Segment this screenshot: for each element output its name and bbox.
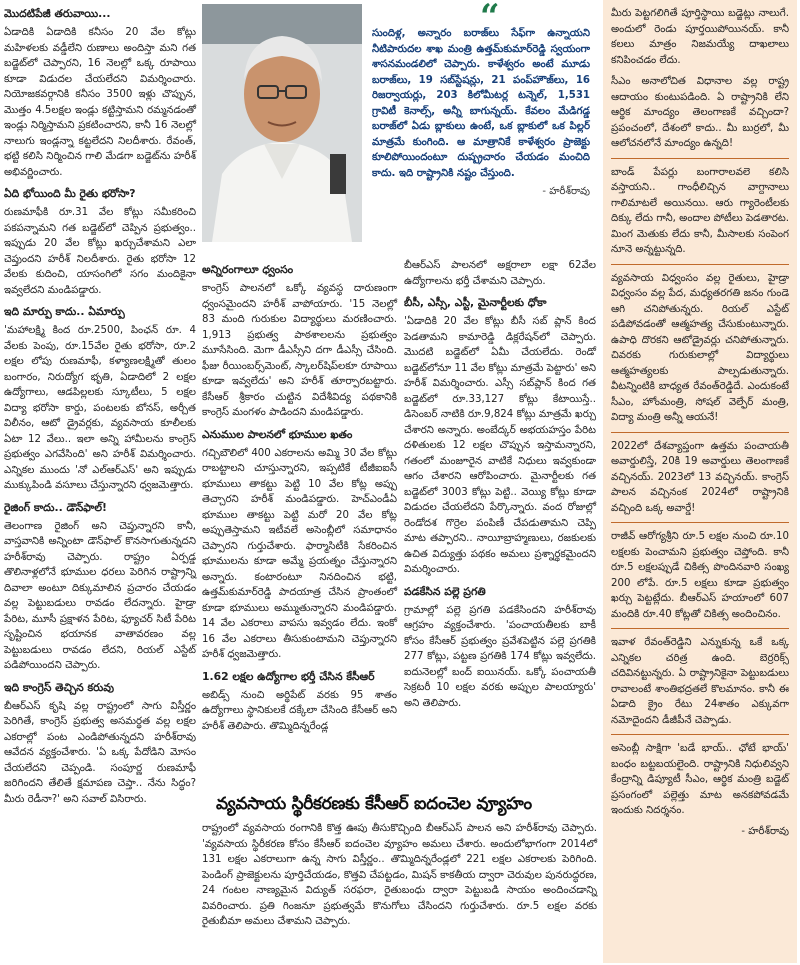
paragraph: 'మహాలక్ష్మి కింద రూ.2500, పింఛన్ రూ. 4 వేలకు పెంపు, రూ.15వేల రైతు భరోసా, రూ.2 లక్షల లోపు రుణమాఫీ, కళ్యాణలక్ష్మితో తులం బంగారం, నిరుద్యోగ భృతి, ఏడాదిలో 2 లక్షల ఉద్యోగాలు, ఆడపిల్లలకు స్కూటీలు, 5 లక్షల విద్యా భరోసా కార్డు, పంటలకు బోనస్, అర్చీత విలీనం, ఆటో డ్రైవర్లకు, వ్యవసాయ కూలీలకు ఏటా 12 వేలు.. ఇలా అన్ని హామీలను కాంగ్రెస్ ప్రభుత్వం ఎగవేసింది' అని హరీశ్ విమర్శించారు. ఎన్నికల ముందు 'నో ఎల్‌ఆర్‌ఎస్' అని ఇప్పుడు ముక్కుపిండి వసూలు చేస్తున్నారని ధ్వజమెత్తారు. <box>4 325 196 491</box>
sidebar-quotes-column <box>603 0 797 963</box>
section-divider <box>611 628 789 629</box>
subheading: బీసీ, ఎస్సీ, ఎస్టీ, మైనార్టీలకు ధోకా <box>404 296 547 309</box>
paragraph: రుణమాఫీకి రూ.31 వేల కోట్లు సమీకరించి పకపన్నామని గత బడ్జెట్‌లో చెప్పిన ప్రభుత్వం.. ఇప్పుడు 20 వేల కోట్లు ఖర్చుచేశామని ఎలా చెప్తుందని హరీశ్ నిలదీశారు. రైతు భరోసా 12 వేలకు కుదించి, యాసంగిలో సగం మందికైనా ఇవ్వలేదని మండిపడ్డారు. <box>4 207 196 296</box>
quote-signature: - హరీశ్‌రావు <box>542 186 590 197</box>
paragraph: గ్రామాల్లో పల్లె ప్రగతి పడకేసిందని హరీశ్‌రావు ఆగ్రహం వ్యక్తంచేశారు. 'పంచాయతీలకు బాకీ కోసం కేసీఆర్ ప్రభుత్వం ప్రవేశపెట్టిన పల్లె ప్రగతికి 277 కోట్లు, పట్టణ ప్రగతికి 174 కోట్లు ఇవ్వలేదు. ఐదునెలల్లో బంద్ ఐయినయ్. ఒక్కో పంచాయతీ సెక్రటరీ 10 లక్షల వరకు అప్పుల పాలయ్యారు' అని తెలిపారు. <box>404 604 596 709</box>
paragraph: ఏడాదికి ఏడాదికి కనీసం 20 వేల కోట్లు మహిళలకు వడ్డీలేని రుణాలు అందిస్తా మని గత బడ్జెట్‌లో చెప్పారని, 16 నెలల్లో ఒక్క రూపాయి కూడా విడుదల చేయలేదని విమర్శించారు. నియోజకవర్గానికి కనీసం 3500 ఇళ్లు చొప్పున, మొత్తం 4.5లక్షల ఇండ్లు కట్టిస్తామని రమ్మనడంతో ఇండ్లు నిర్మిస్తామని ప్రకటించారని, కానీ 16 నెలల్లో నాలుగు ఇండ్లన్నా కట్టలేదని నిలదీశారు. రేవంత్, భట్టి కలిసి నిర్మించిన గాలి మేడగా బడ్జెట్‌ను హరీశ్ అభివర్ణించారు. <box>4 27 196 178</box>
sidebar-signature: - హరీశ్‌రావు <box>741 825 789 837</box>
quote-mark: “ <box>480 0 500 37</box>
subheading: అన్నిరంగాలూ ధ్వంసం <box>202 263 294 276</box>
paragraph: మీరు పెట్టగలిగితే పూర్తిస్థాయి బడ్జెట్లు నాలుగే. అందులో రెండు పూర్తయిపోయినయ్. కానీ కలలు మాత్రం నిజమయ్యే దాఖలాలు కనిపించడం లేదు. <box>611 8 789 66</box>
paragraph: కాంగ్రెస్ పాలనలో ఒక్కో వ్యవస్థ దారుణంగా ధ్వంసమైందని హరీశ్ వాపోయారు. '15 నెలల్లో 83 మంది గురుకుల విద్యార్థులు మరణించారు. 1,913 ప్రభుత్వ పాఠశాలలను ప్రభుత్వం మూసేసింది. మెగా డీఎస్సీని దగా డీఎస్సీ చేసింది. ఫీజు రీయింబర్స్‌మెంట్, స్కాలర్‌షిప్‌లకూ రూపాయి కూడా ఇవ్వలేదు' అని హరీశ్ తూర్పారబట్టారు. కేసీఆర్ శ్రీకారం చుట్టిన విదేశీవిద్య పథకానికి కాంగ్రెస్ మంగళం పాడిందని మండిపడ్డారు. <box>202 283 397 418</box>
subheading: ఏది భోయింది మీ రైతు భరోసా? <box>4 187 136 200</box>
sidebar-quotes-body <box>611 6 789 819</box>
section-body: రాష్ట్రంలో వ్యవసాయ రంగానికి కొత్త ఊపు తీసుకొచ్చింది బీఆర్‌ఎస్ పాలన అని హరీశ్‌రావు చెప్పారు. 'వ్యవసాయ స్థిరీకరణ కోసం కేసీఆర్ ఐదంచెల వ్యూహం అమలు చేశారు. అందులోభాగంగా 2014లో 131 లక్షల ఎకరాలుగా ఉన్న సాగు విస్తీర్ణం.. తొమ్మిదిన్నరేండ్లలో 221 లక్షల ఎకరాలకు పెరిగింది. పెండింగ్ ప్రాజెక్టులను పూర్తిచేయడం, కొత్తవి చేపట్టడం, మిషన్ కాకతీయ ద్వారా చెరువుల పునరుద్ధరణ, 24 గంటల నాణ్యమైన విద్యుత్ సరఫరా, రైతుబంధు ద్వారా పెట్టుబడి సాయం అందించడాన్ని వివరించారు. ప్రతి గింజనూ ప్రభుత్వమే కొనుగోలు చేసిందని గుర్తుచేశారు. రూ.5 లక్షల వరకు రైతుబీమా అమలు చేశామని చెప్పారు. <box>202 823 597 927</box>
subheading: పడకేసిన పల్లె ప్రగతి <box>404 584 486 598</box>
section-divider <box>611 264 789 265</box>
section-divider <box>611 158 789 159</box>
paragraph: రాజీవ్ ఆరోగ్యశ్రీని రూ.5 లక్షల నుంచి రూ.10 లక్షలకు పెంచామని ప్రభుత్వం చెప్తోంది. కానీ రూ.5 లక్షలప్పుడే చికిత్స పొందినవారి సంఖ్య 200 లోపే. రూ.5 లక్షలు కూడా ప్రభుత్వం ఖర్చు పెట్టట్లేదు. బీఆర్‌ఎస్ హయాంలో 607 మందికి రూ.40 కోట్లతో చికిత్స అందించినం. <box>611 531 789 620</box>
paragraph: సీఎం అనాలోచిత విధానాల వల్ల రాష్ట్ర ఆదాయం కుంటుపడింది. ఏ రాష్ట్రానికి లేని ఆర్థిక మాంద్యం తెలంగాణకే వచ్చిందా? ప్రపంచంలో, దేశంలో కాదు.. మీ బుర్రలో, మీ ఆలోచనలోనే మాంద్యం ఉన్నది! <box>611 76 789 149</box>
subheading: రైజింగ్ కాదు.. డౌన్‌ఫాల్! <box>4 500 107 514</box>
paragraph: గచ్చిబౌలిలో 400 ఎకరాలను అమ్మి 30 వేల కోట్లు రాబట్టాలని చూస్తున్నారని, ఇప్పటికే టీజీఐఐసీ భూములు తాకట్టు పెట్టి 10 వేల కోట్ల అప్పు తెచ్చారని హరీశ్ మండిపడ్డారు. హెచ్‌ఎండీఏ భూముల తాకట్టు పెట్టి మరో 20 వేల కోట్ల అప్పుతెస్తామని ఇటీవలే అసెంబ్లీలో సమాధానం చెప్పారని గుర్తుచేశారు. ఫార్మాసిటీకి సేకరించిన భూములను కూడా అమ్మే ప్రయత్నం చేస్తున్నారని అన్నారు. కంటారంటూ నినదించిన భట్టి, ఉత్తమ్‌కుమార్‌రెడ్డి పాదయాత్ర చేసిన ప్రాంతంలో కూడా భూములు అమ్ముతున్నారని మండిపడ్డారు. 14 వేల ఎకరాలు వాపసు ఇవ్వడం లేదు. ఇంకో 16 వేల ఎకరాలు తీసుకుంటామని చెప్తున్నారని హరీశ్ ధ్వజమెత్తారు. <box>202 447 397 660</box>
subheading: ఎనుముల పాలనలో భూముల ఖతం <box>202 427 353 441</box>
section-divider <box>611 522 789 523</box>
subheading: మొదటిపేజీ తరువాయి... <box>4 7 111 20</box>
paragraph: అబిడ్స్ నుంచి అర్థిపేట్ వరకు 95 శాతం ఉద్యోగాలు స్థానికులకే దక్కేలా చేసింది కేసీఆర్ అని హరీశ్ తెలిపారు. తొమ్మిదిన్నరేండ్ల <box>202 689 397 732</box>
portrait-photo <box>202 4 362 242</box>
subheading: ఇది మార్పు కాదు.. ఏమార్పు <box>4 305 125 318</box>
paragraph: 2022లో దేశవ్యాప్తంగా ఉత్తమ పంచాయతీ అవార్డులిస్తే, 20కి 19 అవార్డులు తెలంగాణకే వచ్చినయ్. 2023లో 13 వచ్చినయ్. కాంగ్రెస్ పాలన వచ్చినంక 2024లో రాష్ట్రానికి వచ్చింది ఒక్క అవార్డే! <box>611 440 789 514</box>
paragraph: ఇవాళ రేవంత్‌రెడ్డిని ఎన్నుకున్న ఒకే ఒక్క ఎన్నికల చరిత్ర ఉంది. బెర్రరిక్స్ చదివినట్టున్నరు. ఏ రాష్ట్రానికైనా పెట్టుబడులు రావాలంటే శాంతిభద్రతలే కొలమానం. కానీ ఈ ఏడాది క్రైం రేటు 24శాతం ఎక్కువగా నమోదైందని డీజీపీనే చెప్పాడు. <box>611 637 789 726</box>
agriculture-section <box>202 793 597 930</box>
section-divider <box>611 734 789 735</box>
paragraph: 'ఏడాదికి 20 వేల కోట్లు బీసీ సబ్ ప్లాన్ కింద పెడతామని కామారెడ్డి డిక్లరేషన్‌లో చెప్పారు. మొదటి బడ్జెట్‌లో ఏమీ చేయలేదు. రెండో బడ్జెట్‌లోనూ 11 వేల కోట్లు మాత్రమే పెట్టారు' అని హరీశ్ విమర్శించారు. ఎస్సీ సబ్‌ప్లాన్ కింద గత బడ్జెట్‌లో రూ.33,127 కోట్లు కేటాయిస్తే.. డిసెంబర్ నాటికి రూ.9,824 కోట్లు మాత్రమే ఖర్చు చేశారని అన్నారు. అంబేద్కర్ అభయహస్తం పేరిట దళితులకు 12 లక్షల చొప్పున ఇస్తామన్నారని, గతంలో మంజూరైన వాటికే నిధులు ఇవ్వకుండా ఆగం చేశారని ఆరోపించారు. మైనార్టీలకు గత బడ్జెట్‌లో 3003 కోట్లు పెట్టి.. వెయ్యి కోట్లు కూడా విడుదల చేయలేదని పేర్కొన్నారు. వంద రోజుల్లో రెండోదశ గొర్రెల పంపిణీ చేపడుతామని చెప్పి మాట తప్పారని.. నాయీబ్రాహ్మణులు, రజకులకు ఉచిత విద్యుత్తు పథకం అమలు ప్రశ్నార్థకమైందని విమర్శించారు. <box>404 316 596 575</box>
paragraph: బీఆర్‌ఎస్ కృషి వల్ల రాష్ట్రంలో సాగు విస్తీర్ణం పెరిగితే, కాంగ్రెస్ ప్రభుత్వ అసమర్థత వల్ల లక్షల ఎకరాల్లో పంట ఎండిపోతున్నదని హరీశ్‌రావు ఆవేదన వ్యక్తంచేశారు. 'ఏ ఒక్క పేదోడిని మోసం చేయలేదని చెప్పండి. సంపూర్ణ రుణమాఫీ జరిగిందని తేలితే క్షమాపణ చెప్తా.. నేను సిద్ధం? మీరు రెడీనా?' అని సవాల్ విసిరారు. <box>4 700 196 805</box>
quote-text: సుందిళ్ల, అన్నారం బరాజ్‌లు సేఫ్‌గా ఉన్నాయని నీటిపారుదల శాఖ మంత్రి ఉత్తమ్‌కుమార్‌రెడ్డి స్వయంగా శాసనమండలిలో చెప్పారు. కాళేశ్వరం అంటే మూడు బరాజ్‌లు, 19 సబ్‌స్టేషన్లు, 21 పంప్‌హౌజ్‌లు, 16 రిజర్వాయర్లు, 203 కిలోమీటర్ల టన్నెల్, 1,531 గ్రావిటీ కెనాల్స్, అన్నీ బాగున్నయ్. కేవలం మేడిగడ్డ బరాజ్‌లో ఏడు బ్లాకులు ఉంటే, ఒక బ్లాకులో ఒక పిల్లర్ మాత్రమే కుంగింది. ఆ మాత్రానికే కాళేశ్వరం ప్రాజెక్టు కూలిపోయిందంటూ దుష్ప్రచారం చేయడం మంచిది కాదు. ఇది రాష్ట్రానికి నష్టం చేస్తుంది. <box>372 28 590 179</box>
subheading: ఇది కాంగ్రెస్ తెచ్చిన కరువు <box>4 680 115 694</box>
section-headline: వ్యవసాయ స్థిరీకరణకు కేసీఆర్ ఐదంచెల వ్యూహం <box>216 794 532 814</box>
paragraph: తెలంగాణ రైజింగ్ అని చెప్తున్నారని కానీ, వాస్తవానికి అన్నింటా డౌన్‌ఫాల్ కొనసాగుతున్నదని హరీశ్‌రావు చెప్పారు. రాష్ట్రం ఏర్పడ్డ తొలినాళ్లలోనే భూముల ధరలు పెరిగిన రాష్ట్రాన్ని దివాలా అంటూ దిక్కుమాలిన ప్రచారం చేయడం వల్ల పెట్టుబడులు రావడం లేదన్నారు. హైడ్రా పేరిట, మూసీ ప్రక్షాళన పేరిట, ఫ్యూచర్ సిటీ పేరిట సృష్టించిన భయానక వాతావరణం వల్ల పెట్టుబడులు రావడం లేదని, రియల్ ఎస్టేట్ పడిపోయిందని చెప్పారు. <box>4 520 196 671</box>
pull-quote <box>368 2 594 246</box>
subheading: 1.62 లక్షల ఉద్యోగాల భర్తీ చేసిన కేసీఆర్ <box>202 669 375 683</box>
person-portrait-image <box>202 4 362 242</box>
article-column-2 <box>202 258 397 740</box>
paragraph: బీఆర్‌ఎస్ పాలనలో అక్షరాలా లక్షా 62వేల ఉద్యోగాలను భర్తీ చేశామని చెప్పారు. <box>404 260 596 287</box>
paragraph: బాండ్ పేపర్లు బంగారాలవలె కలిసి వస్తాయని.. గాంధీలిచ్చిన వాగ్దానాలు గాలిమాటలే అయినయి. ఆరు గ్యారెంటీలకు దిక్కు లేదు గానీ, అందాల పోటీలు పెడతారట. మింగ మెతుకు లేదు కానీ, మీసాలకు సంపెంగ నూనె అన్నట్టున్నది. <box>611 166 789 255</box>
article-column-3 <box>404 258 596 717</box>
article-column-1 <box>4 0 196 813</box>
section-divider <box>611 432 789 433</box>
paragraph: అసెంబ్లీ సాక్షిగా 'బడే భాయ్.. ఛోటే భాయ్' బంధం బట్టబయలైంది. రాష్ట్రానికి నిధులివ్వని కేంద్రాన్ని డిప్యూటీ సీఎం, ఆర్థిక మంత్రి బడ్జెట్ ప్రసంగంలో పల్లెత్తు మాట అనకపోవడమే ఇందుకు నిదర్శనం. <box>611 743 789 816</box>
paragraph: వ్యవసాయ విధ్వంసం వల్ల రైతులు, హైడ్రా విధ్వంసం వల్ల పేద, మధ్యతరగతి జనం గుండె ఆగి చనిపోతున్నరు. రియల్ ఎస్టేట్ పడిపోవడంతో ఆత్మహత్య చేసుకుంటున్నారు. ఉపాధి దొరకని ఆటోడ్రైవర్లు చనిపోతున్నారు. చివరకు గురుకులాల్లో విద్యార్థులు ఆత్మహత్యలకు పాల్పడుతున్నారు. వీటన్నింటికి బాధ్యత రేవంత్‌రెడ్డిదే. ఎందుకంటే సీఎం, హోంమంత్రి, సోషల్ వెల్ఫేర్ మంత్రి, విద్యా మంత్రి అన్నీ ఆయనే! <box>611 272 789 423</box>
